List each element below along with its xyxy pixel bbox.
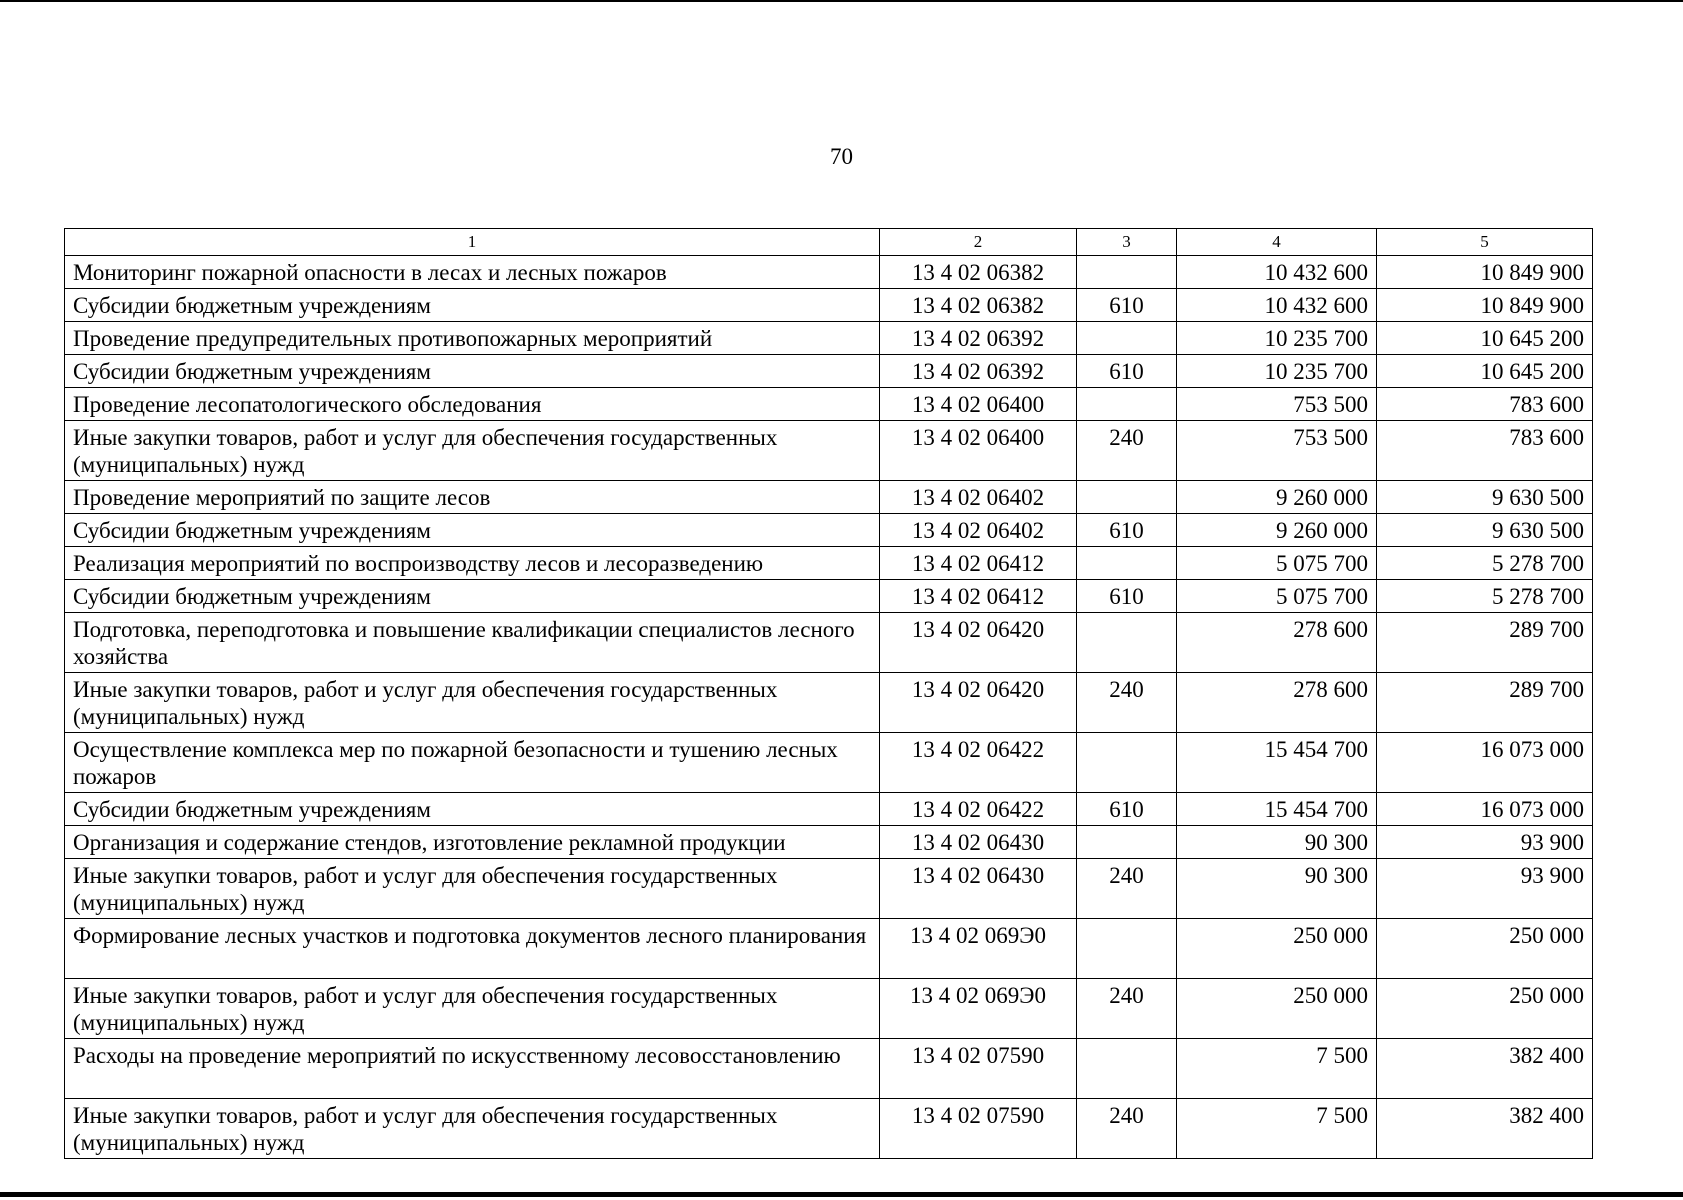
table-row — [65, 979, 1593, 1039]
row-type-cell: 610 — [1077, 355, 1177, 388]
row-code-cell: 13 4 02 06412 — [880, 547, 1077, 580]
row-name-cell: Субсидии бюджетным учреждениям — [65, 355, 880, 388]
row-code-cell: 13 4 02 07590 — [880, 1099, 1077, 1159]
row-year1-cell: 15 454 700 — [1177, 733, 1377, 793]
row-year1-cell: 9 260 000 — [1177, 481, 1377, 514]
row-name-cell: Реализация мероприятий по воспроизводству лесов и лесоразведению — [65, 547, 880, 580]
row-year1-cell: 5 075 700 — [1177, 547, 1377, 580]
table-row — [65, 673, 1593, 733]
row-year2-cell: 250 000 — [1377, 919, 1593, 979]
table-row — [65, 388, 1593, 421]
row-year2-cell: 93 900 — [1377, 826, 1593, 859]
row-code-cell: 13 4 02 06430 — [880, 859, 1077, 919]
row-type-cell — [1077, 256, 1177, 289]
page-number: 70 — [830, 144, 853, 169]
row-type-cell — [1077, 388, 1177, 421]
row-code-cell: 13 4 02 06422 — [880, 793, 1077, 826]
row-year1-cell: 90 300 — [1177, 826, 1377, 859]
row-code-cell: 13 4 02 06430 — [880, 826, 1077, 859]
row-code-cell: 13 4 02 07590 — [880, 1039, 1077, 1099]
column-header: 1 — [65, 229, 880, 256]
row-year1-cell: 10 432 600 — [1177, 289, 1377, 322]
row-code-cell: 13 4 02 06382 — [880, 289, 1077, 322]
row-name-cell: Иные закупки товаров, работ и услуг для обеспечения государственных (муниципальных) нужд — [65, 421, 880, 481]
page-top-border — [0, 0, 1683, 2]
row-name-cell: Субсидии бюджетным учреждениям — [65, 514, 880, 547]
row-type-cell — [1077, 613, 1177, 673]
table-row — [65, 1099, 1593, 1159]
table-row — [65, 580, 1593, 613]
row-name-cell: Организация и содержание стендов, изготовление рекламной продукции — [65, 826, 880, 859]
table-row — [65, 355, 1593, 388]
row-year1-cell: 9 260 000 — [1177, 514, 1377, 547]
table-header-row — [65, 229, 1593, 256]
row-name-cell: Субсидии бюджетным учреждениям — [65, 793, 880, 826]
row-name-cell: Осуществление комплекса мер по пожарной безопасности и тушению лесных пожаров — [65, 733, 880, 793]
row-year2-cell: 250 000 — [1377, 979, 1593, 1039]
table-row — [65, 547, 1593, 580]
row-type-cell: 240 — [1077, 1099, 1177, 1159]
row-year2-cell: 289 700 — [1377, 613, 1593, 673]
table-row — [65, 322, 1593, 355]
row-year1-cell: 5 075 700 — [1177, 580, 1377, 613]
row-code-cell: 13 4 02 06400 — [880, 388, 1077, 421]
row-year1-cell: 250 000 — [1177, 979, 1377, 1039]
budget-table — [64, 228, 1593, 1159]
table-row — [65, 514, 1593, 547]
row-year2-cell: 10 645 200 — [1377, 322, 1593, 355]
row-year2-cell: 382 400 — [1377, 1039, 1593, 1099]
row-type-cell: 240 — [1077, 673, 1177, 733]
table-row — [65, 256, 1593, 289]
row-name-cell: Субсидии бюджетным учреждениям — [65, 580, 880, 613]
table-row — [65, 826, 1593, 859]
row-type-cell — [1077, 919, 1177, 979]
row-year2-cell: 5 278 700 — [1377, 580, 1593, 613]
row-year2-cell: 289 700 — [1377, 673, 1593, 733]
row-name-cell: Мониторинг пожарной опасности в лесах и лесных пожаров — [65, 256, 880, 289]
row-name-cell: Субсидии бюджетным учреждениям — [65, 289, 880, 322]
row-name-cell: Иные закупки товаров, работ и услуг для обеспечения государственных (муниципальных) нужд — [65, 673, 880, 733]
table-row — [65, 421, 1593, 481]
table-row — [65, 793, 1593, 826]
row-name-cell: Проведение предупредительных противопожарных мероприятий — [65, 322, 880, 355]
row-year2-cell: 783 600 — [1377, 388, 1593, 421]
row-code-cell: 13 4 02 06402 — [880, 481, 1077, 514]
row-type-cell — [1077, 826, 1177, 859]
row-type-cell: 610 — [1077, 793, 1177, 826]
row-name-cell: Подготовка, переподготовка и повышение квалификации специалистов лесного хозяйства — [65, 613, 880, 673]
row-year1-cell: 250 000 — [1177, 919, 1377, 979]
row-year1-cell: 7 500 — [1177, 1099, 1377, 1159]
row-name-cell: Формирование лесных участков и подготовка документов лесного планирования — [65, 919, 880, 979]
table-row — [65, 1039, 1593, 1099]
row-type-cell: 610 — [1077, 289, 1177, 322]
row-type-cell — [1077, 733, 1177, 793]
row-code-cell: 13 4 02 06420 — [880, 673, 1077, 733]
row-year2-cell: 783 600 — [1377, 421, 1593, 481]
column-header: 3 — [1077, 229, 1177, 256]
page-bottom-border — [0, 1192, 1683, 1197]
table-row — [65, 859, 1593, 919]
row-year1-cell: 90 300 — [1177, 859, 1377, 919]
row-code-cell: 13 4 02 06400 — [880, 421, 1077, 481]
row-type-cell — [1077, 1039, 1177, 1099]
row-type-cell: 240 — [1077, 859, 1177, 919]
table-row — [65, 919, 1593, 979]
row-year2-cell: 10 849 900 — [1377, 256, 1593, 289]
table-row — [65, 613, 1593, 673]
row-year1-cell: 753 500 — [1177, 388, 1377, 421]
column-header: 2 — [880, 229, 1077, 256]
row-year2-cell: 5 278 700 — [1377, 547, 1593, 580]
row-year1-cell: 278 600 — [1177, 673, 1377, 733]
row-name-cell: Проведение мероприятий по защите лесов — [65, 481, 880, 514]
row-year1-cell: 278 600 — [1177, 613, 1377, 673]
table-row — [65, 733, 1593, 793]
column-header: 4 — [1177, 229, 1377, 256]
row-code-cell: 13 4 02 069Э0 — [880, 979, 1077, 1039]
row-name-cell: Расходы на проведение мероприятий по искусственному лесовосстановлению — [65, 1039, 880, 1099]
row-type-cell — [1077, 547, 1177, 580]
row-year1-cell: 10 235 700 — [1177, 322, 1377, 355]
row-type-cell: 610 — [1077, 514, 1177, 547]
row-name-cell: Проведение лесопатологического обследования — [65, 388, 880, 421]
row-name-cell: Иные закупки товаров, работ и услуг для обеспечения государственных (муниципальных) нужд — [65, 859, 880, 919]
row-type-cell — [1077, 322, 1177, 355]
row-year2-cell: 10 849 900 — [1377, 289, 1593, 322]
row-year1-cell: 7 500 — [1177, 1039, 1377, 1099]
row-year2-cell: 16 073 000 — [1377, 733, 1593, 793]
row-year2-cell: 9 630 500 — [1377, 481, 1593, 514]
row-year1-cell: 10 432 600 — [1177, 256, 1377, 289]
row-code-cell: 13 4 02 069Э0 — [880, 919, 1077, 979]
row-code-cell: 13 4 02 06392 — [880, 322, 1077, 355]
row-code-cell: 13 4 02 06422 — [880, 733, 1077, 793]
table-row — [65, 289, 1593, 322]
row-code-cell: 13 4 02 06392 — [880, 355, 1077, 388]
row-name-cell: Иные закупки товаров, работ и услуг для обеспечения государственных (муниципальных) нужд — [65, 1099, 880, 1159]
column-header: 5 — [1377, 229, 1593, 256]
row-year2-cell: 16 073 000 — [1377, 793, 1593, 826]
row-code-cell: 13 4 02 06420 — [880, 613, 1077, 673]
row-type-cell: 610 — [1077, 580, 1177, 613]
row-type-cell: 240 — [1077, 421, 1177, 481]
row-code-cell: 13 4 02 06382 — [880, 256, 1077, 289]
row-year2-cell: 382 400 — [1377, 1099, 1593, 1159]
row-year2-cell: 10 645 200 — [1377, 355, 1593, 388]
row-name-cell: Иные закупки товаров, работ и услуг для обеспечения государственных (муниципальных) нужд — [65, 979, 880, 1039]
row-type-cell — [1077, 481, 1177, 514]
row-type-cell: 240 — [1077, 979, 1177, 1039]
row-year2-cell: 9 630 500 — [1377, 514, 1593, 547]
row-code-cell: 13 4 02 06412 — [880, 580, 1077, 613]
row-year1-cell: 15 454 700 — [1177, 793, 1377, 826]
row-year1-cell: 10 235 700 — [1177, 355, 1377, 388]
row-code-cell: 13 4 02 06402 — [880, 514, 1077, 547]
row-year1-cell: 753 500 — [1177, 421, 1377, 481]
table-row — [65, 481, 1593, 514]
row-year2-cell: 93 900 — [1377, 859, 1593, 919]
